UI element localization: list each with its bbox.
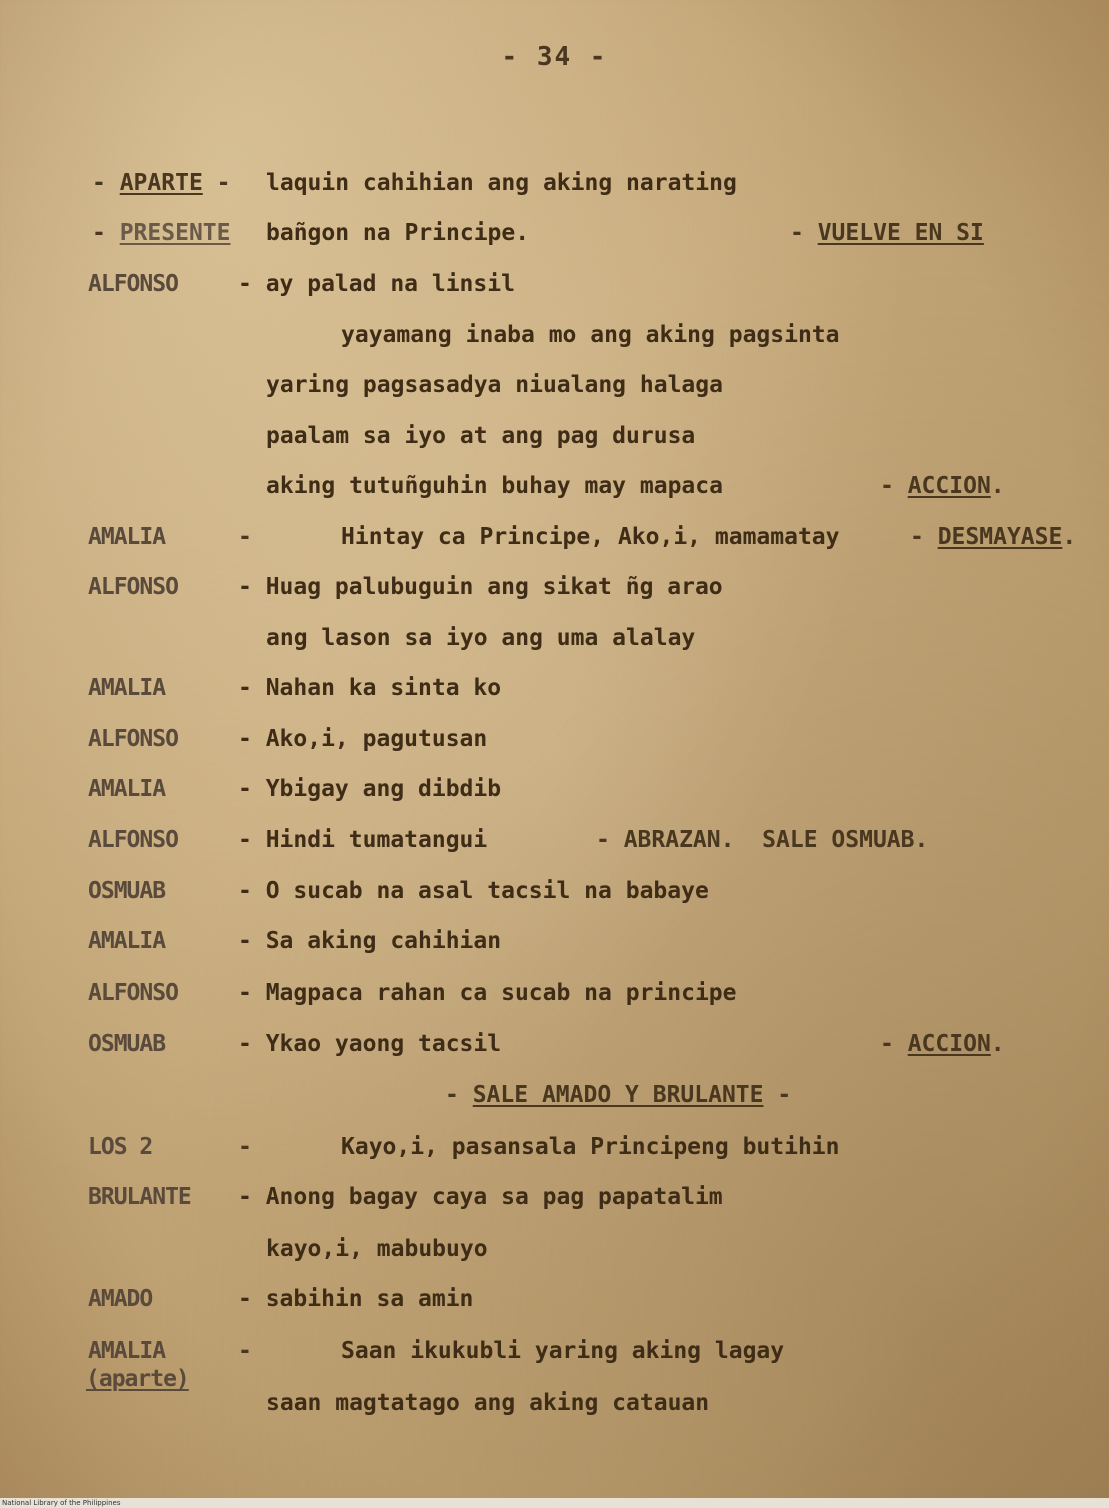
dialogue-text: - O sucab na asal tacsil na babaye [238,878,709,904]
speaker-name: AMALIA [88,776,166,802]
script-line [0,322,1109,362]
script-line [0,524,1109,564]
script-line [0,1390,1109,1430]
dialogue-text: - ay palad na linsil [238,271,515,297]
stage-direction-right: - ACCION. [880,1031,1005,1057]
dialogue-text: - Anong bagay caya sa pag papatalim [238,1184,723,1210]
script-line [0,1236,1109,1276]
dialogue-text: Kayo,i, pasansala Principeng butihin [341,1134,840,1160]
script-line [0,675,1109,715]
script-line [0,980,1109,1020]
page-number: - 34 - [501,42,608,72]
speaker-name: AMADO [88,1286,153,1312]
dialogue-text: - Sa aking cahihian [238,928,502,954]
speaker-name: ALFONSO [88,574,178,600]
script-line [0,574,1109,614]
script-line [0,625,1109,665]
speaker-note: (aparte) [86,1366,189,1392]
dialogue-text: - Magpaca rahan ca sucab na principe [238,980,737,1006]
script-line [0,170,1109,210]
dialogue-text: - Ako,i, pagutusan [238,726,488,752]
dialogue-text: saan magtatago ang aking catauan [266,1390,710,1416]
speaker-name: ALFONSO [88,726,178,752]
dialogue-dash: - [238,524,252,550]
speaker-name: AMALIA [88,1338,166,1364]
dialogue-text: ang lason sa iyo ang uma alalay [266,625,696,651]
script-line [0,827,1109,867]
stage-direction-right: - VUELVE EN SI [790,220,984,246]
script-line [0,928,1109,968]
dialogue-text: laquin cahihian ang aking narating [266,170,737,196]
script-line [0,372,1109,412]
dialogue-text: yayamang inaba mo ang aking pagsinta [341,322,840,348]
script-line [0,423,1109,463]
speaker-name: AMALIA [88,524,166,550]
dialogue-text: - Ykao yaong tacsil [238,1031,502,1057]
speaker-name: OSMUAB [88,1031,166,1057]
dialogue-text: aking tutuñguhin buhay may mapaca [266,473,723,499]
stage-direction-right: - ABRAZAN. SALE OSMUAB. [596,827,929,853]
script-line [0,1082,1109,1122]
script-line [0,1184,1109,1224]
speaker-name: BRULANTE [88,1184,191,1210]
script-line [0,473,1109,513]
dialogue-text: paalam sa iyo at ang pag durusa [266,423,696,449]
stage-direction-right: - DESMAYASE. [910,524,1077,550]
dialogue-text: Hintay ca Principe, Ako,i, mamamatay [341,524,840,550]
stage-direction-right: - ACCION. [880,473,1005,499]
footer-text: National Library of the Philippines [2,1499,121,1507]
speaker-name: AMALIA [88,928,166,954]
speaker-name: OSMUAB [88,878,166,904]
dialogue-text: - Nahan ka sinta ko [238,675,502,701]
dialogue-text: - sabihin sa amin [238,1286,474,1312]
dialogue-text: kayo,i, mabubuyo [266,1236,488,1262]
script-line [0,726,1109,766]
script-line [0,1134,1109,1174]
speaker-name: ALFONSO [88,980,178,1006]
script-line [0,220,1109,260]
dialogue-dash: - [238,1134,252,1160]
dialogue-text: Saan ikukubli yaring aking lagay [341,1338,785,1364]
dialogue-dash: - [238,1338,252,1364]
speaker-name: LOS 2 [88,1134,153,1160]
dialogue-text: - Huag palubuguin ang sikat ñg arao [238,574,723,600]
script-line [0,1338,1109,1398]
script-line [0,271,1109,311]
speaker-name: ALFONSO [88,271,178,297]
dialogue-text: - Ybigay ang dibdib [238,776,502,802]
stage-direction-left: - PRESENTE [92,220,231,246]
script-line [0,878,1109,918]
dialogue-text: bañgon na Principe. [266,220,530,246]
dialogue-text: - Hindi tumatangui [238,827,488,853]
stage-direction-center: - SALE AMADO Y BRULANTE - [445,1082,792,1108]
stage-direction-left: - APARTE - [92,170,231,196]
script-line [0,1286,1109,1326]
script-line [0,1031,1109,1071]
speaker-name: AMALIA [88,675,166,701]
archive-footer [0,1498,1109,1508]
dialogue-text: yaring pagsasadya niualang halaga [266,372,723,398]
script-line [0,776,1109,816]
speaker-name: ALFONSO [88,827,178,853]
